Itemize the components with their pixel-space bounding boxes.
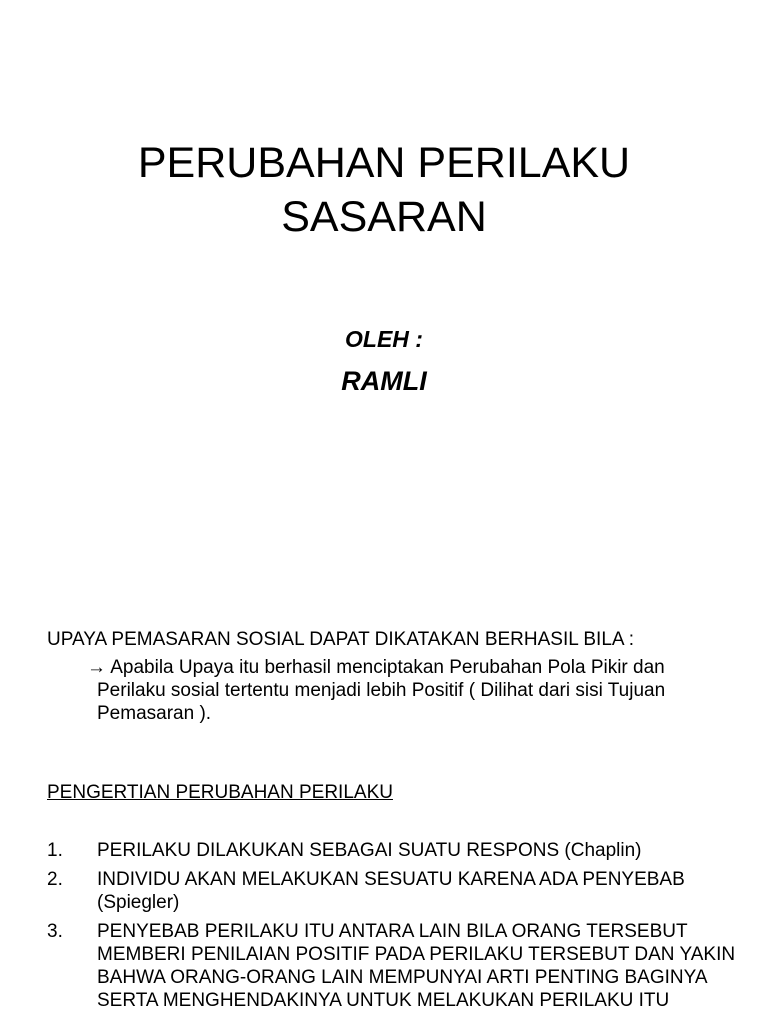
list-item [47, 839, 737, 862]
slide-title [0, 136, 768, 244]
list-item-number: 1. [47, 840, 63, 861]
list-item-text: PENYEBAB PERILAKU ITU ANTARA LAIN BILA ORANG TERSEBUT MEMBERI PENILAIAN POSITIF PADA PERILAKU TERSEBUT DAN YAKIN BAHWA ORANG-ORANG LAIN MEMPUNYAI ARTI PENTING BAGINYA SERTA MENGHENDAKINYA UNTUK MELAKUKAN PERILAKU ITU [97, 921, 736, 1011]
intro-heading: UPAYA PEMASARAN SOSIAL DAPAT DIKATAKAN BERHASIL BILA : [47, 629, 635, 650]
intro-point [87, 656, 727, 725]
by-label: OLEH : [345, 326, 423, 352]
title-line-1: PERUBAHAN PERILAKU [137, 139, 631, 187]
list-item-number: 2. [47, 869, 63, 890]
intro-point-text: Apabila Upaya itu berhasil menciptakan Perubahan Pola Pikir dan Perilaku sosial tertentu menjadi lebih Positif ( Dilihat dari sisi Tujuan Pemasaran ). [97, 657, 666, 724]
list-item-text: INDIVIDU AKAN MELAKUKAN SESUATU KARENA ADA PENYEBAB (Spiegler) [97, 869, 685, 913]
section-heading: PENGERTIAN PERUBAHAN PERILAKU [47, 782, 393, 803]
definition-list [47, 839, 737, 1018]
content-slide [0, 608, 768, 1024]
list-item-text: PERILAKU DILAKUKAN SEBAGAI SUATU RESPONS (Chaplin) [97, 840, 642, 861]
title-line-2: SASARAN [281, 193, 487, 241]
list-item [47, 920, 737, 1012]
arrow-right-icon: → [87, 657, 106, 678]
author-name: RAMLI [341, 366, 427, 396]
list-item [47, 868, 737, 914]
list-item-number: 3. [47, 921, 63, 942]
